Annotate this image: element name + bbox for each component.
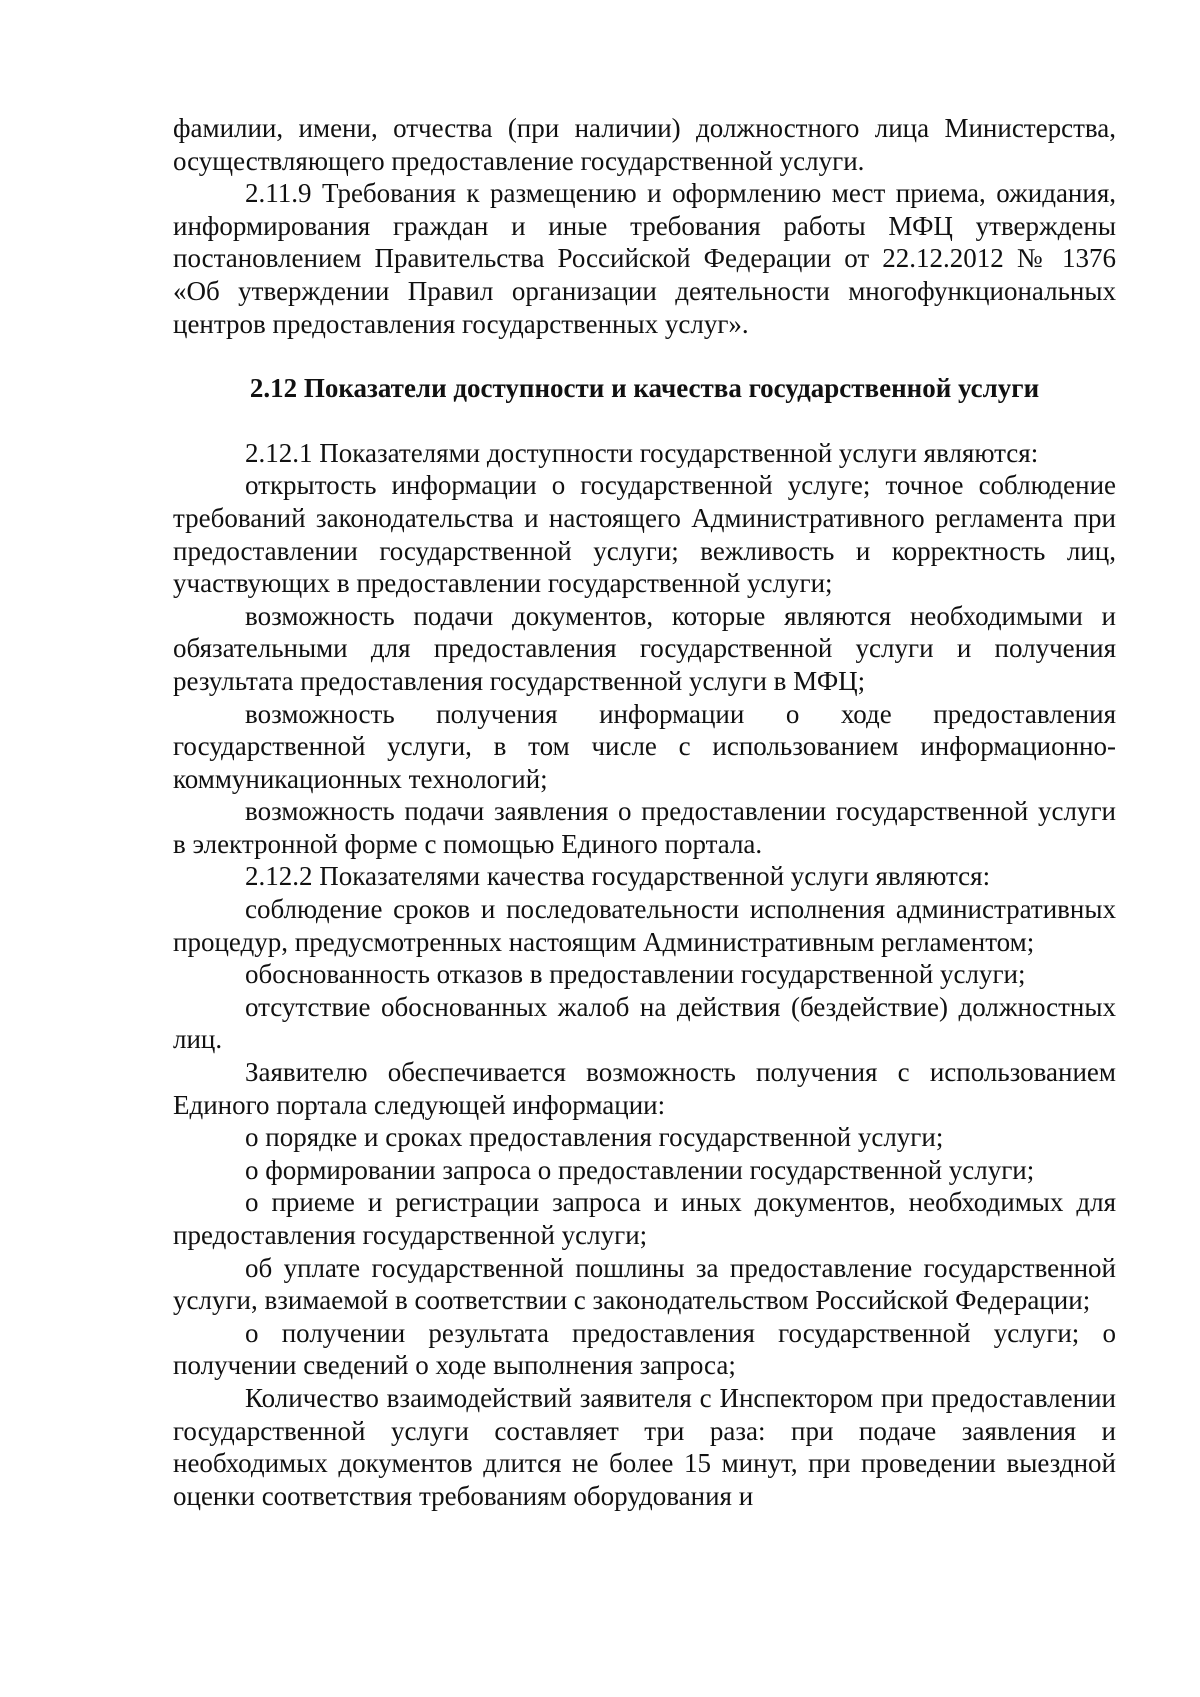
paragraph-2-11-9: 2.11.9 Требования к размещению и оформлению мест приема, ожидания, информирования граждан и иные требования работы МФЦ утверждены постановлением Правительства Российской Федерации от 22.12.2012 № 1376 «Об утверждении Правил организации деятельности многофункциональных центров предоставления государственных услуг». — [173, 178, 1116, 339]
paragraph-openness: открытость информации о государственной услуге; точное соблюдение требований законодательства и настоящего Административного регламента при предоставлении государственной услуги; вежливость и корректность лиц, участвующих в предоставлении государственной услуги; — [173, 470, 1116, 599]
document-body — [173, 112, 1116, 1512]
paragraph-interactions: Количество взаимодействий заявителя с Инспектором при предоставлении государственной услуги составляет три раза: при подаче заявления и необходимых документов длится не более 15 минут, при проведении выездной оценки соответствия требованиям оборудования и — [173, 1382, 1116, 1511]
paragraph-result: о получении результата предоставления государственной услуги; о получении сведений о ходе выполнения запроса; — [173, 1317, 1116, 1381]
paragraph-deadlines: соблюдение сроков и последовательности исполнения административных процедур, предусмотренных настоящим Административным регламентом; — [173, 894, 1116, 957]
paragraph-refusals: обоснованность отказов в предоставлении государственной услуги; — [245, 959, 1026, 990]
paragraph-continuation: фамилии, имени, отчества (при наличии) должностного лица Министерства, осуществляющего предоставление государственной услуги. — [173, 113, 1116, 176]
paragraph-state-fee: об уплате государственной пошлины за предоставление государственной услуги, взимаемой в соответствии с законодательством Российской Федерации; — [173, 1252, 1116, 1316]
paragraph-electronic-application: возможность подачи заявления о предоставлении государственной услуги в электронной форме с помощью Единого портала. — [173, 796, 1116, 859]
paragraph-portal-info: Заявителю обеспечивается возможность получения с использованием Единого портала следующей информации: — [173, 1057, 1116, 1120]
paragraph-order-terms: о порядке и сроках предоставления государственной услуги; — [245, 1122, 944, 1153]
paragraph-2-12-1: 2.12.1 Показателями доступности государственной услуги являются: — [245, 437, 1039, 468]
paragraph-progress-info: возможность получения информации о ходе предоставления государственной услуги, в том числе с использованием информационно-коммуникационных технологий; — [173, 698, 1116, 794]
paragraph-2-12-2: 2.12.2 Показателями качества государственной услуги являются: — [245, 861, 991, 892]
paragraph-registration: о приеме и регистрации запроса и иных документов, необходимых для предоставления государственной услуги; — [173, 1187, 1116, 1250]
section-heading-2-12: 2.12 Показатели доступности и качества государственной услуги — [249, 373, 1040, 404]
paragraph-complaints: отсутствие обоснованных жалоб на действия (бездействие) должностных лиц. — [173, 991, 1116, 1055]
paragraph-request-forming: о формировании запроса о предоставлении государственной услуги; — [245, 1154, 1035, 1185]
paragraph-document-submission: возможность подачи документов, которые являются необходимыми и обязательными для предоставления государственной услуги и получения результата предоставления государственной услуги в МФЦ; — [173, 600, 1116, 696]
